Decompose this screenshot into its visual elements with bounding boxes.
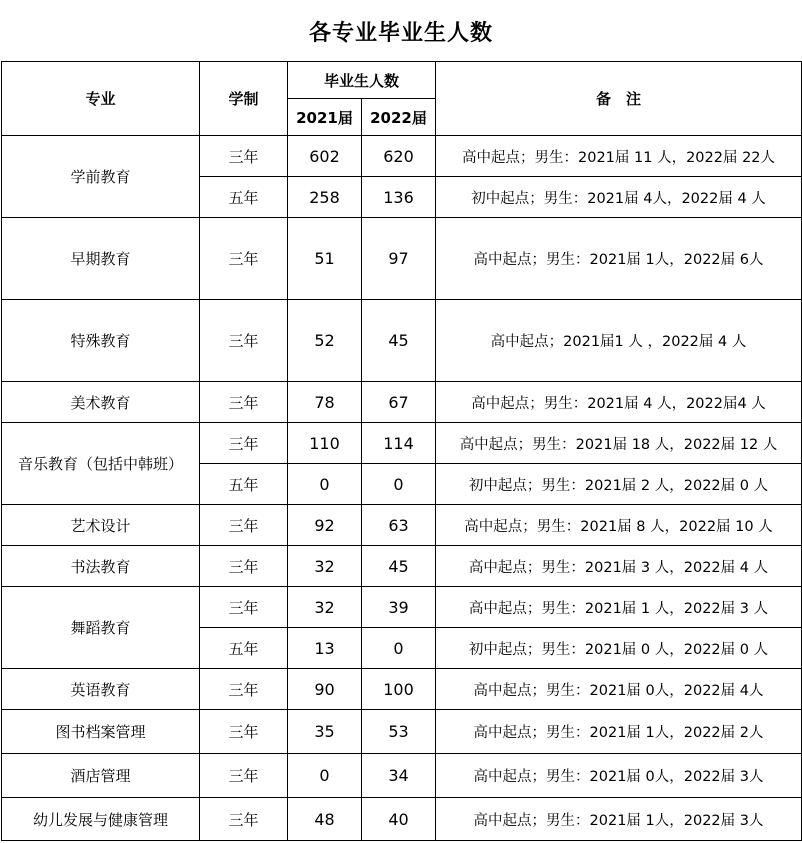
major-cell: 学前教育: [2, 136, 200, 218]
remark-cell: 高中起点；男生：2021届 1人，2022届 6人: [436, 218, 802, 300]
table-row: [2, 382, 802, 423]
grad-2022-cell: 97: [362, 218, 436, 300]
grad-2022-cell: 136: [362, 177, 436, 218]
header-system: 学制: [200, 62, 288, 136]
remark-cell: 高中起点；男生：2021届 18 人，2022届 12 人: [436, 423, 802, 464]
header-graduates: 毕业生人数: [288, 62, 436, 99]
remark-cell: 高中起点；男生：2021届 0人，2022届 4人: [436, 669, 802, 710]
major-cell: 美术教育: [2, 382, 200, 423]
major-cell: 特殊教育: [2, 300, 200, 382]
table-row: [2, 136, 802, 177]
grad-2021-cell: 48: [288, 798, 362, 841]
graduates-table: [1, 61, 802, 841]
system-cell: 三年: [200, 505, 288, 546]
system-cell: 三年: [200, 587, 288, 628]
remark-cell: 高中起点；男生：2021届 1 人，2022届 3 人: [436, 587, 802, 628]
grad-2022-cell: 63: [362, 505, 436, 546]
grad-2021-cell: 13: [288, 628, 362, 669]
grad-2022-cell: 114: [362, 423, 436, 464]
remark-cell: 初中起点；男生：2021届 2 人，2022届 0 人: [436, 464, 802, 505]
grad-2021-cell: 32: [288, 587, 362, 628]
grad-2022-cell: 34: [362, 754, 436, 798]
header-2022: 2022届: [362, 99, 436, 136]
header-remarks: 备 注: [436, 62, 802, 136]
major-cell: 英语教育: [2, 669, 200, 710]
header-2021: 2021届: [288, 99, 362, 136]
grad-2022-cell: 0: [362, 464, 436, 505]
table-row: [2, 669, 802, 710]
system-cell: 三年: [200, 710, 288, 754]
system-cell: 三年: [200, 136, 288, 177]
remark-cell: 初中起点；男生：2021届 4人，2022届 4 人: [436, 177, 802, 218]
system-cell: 三年: [200, 218, 288, 300]
remark-cell: 高中起点；男生：2021届 1人，2022届 2人: [436, 710, 802, 754]
grad-2022-cell: 45: [362, 300, 436, 382]
major-cell: 艺术设计: [2, 505, 200, 546]
grad-2022-cell: 67: [362, 382, 436, 423]
system-cell: 三年: [200, 382, 288, 423]
major-cell: 书法教育: [2, 546, 200, 587]
remark-cell: 高中起点；男生：2021届 8 人，2022届 10 人: [436, 505, 802, 546]
table-title: 各专业毕业生人数: [308, 20, 493, 46]
grad-2022-cell: 0: [362, 628, 436, 669]
grad-2022-cell: 100: [362, 669, 436, 710]
remark-cell: 高中起点；2021届1 人 ，2022届 4 人: [436, 300, 802, 382]
table-row: [2, 300, 802, 382]
grad-2022-cell: 620: [362, 136, 436, 177]
system-cell: 三年: [200, 300, 288, 382]
remark-cell: 高中起点；男生：2021届 0人，2022届 3人: [436, 754, 802, 798]
remark-cell: 初中起点；男生：2021届 0 人，2022届 0 人: [436, 628, 802, 669]
system-cell: 五年: [200, 464, 288, 505]
major-cell: 幼儿发展与健康管理: [2, 798, 200, 841]
table-row: [2, 710, 802, 754]
grad-2022-cell: 39: [362, 587, 436, 628]
system-cell: 三年: [200, 754, 288, 798]
system-cell: 三年: [200, 546, 288, 587]
table-row: [2, 754, 802, 798]
grad-2021-cell: 35: [288, 710, 362, 754]
system-cell: 五年: [200, 177, 288, 218]
grad-2022-cell: 53: [362, 710, 436, 754]
remark-cell: 高中起点；男生：2021届 1人，2022届 3人: [436, 798, 802, 841]
table-row: [2, 798, 802, 841]
grad-2021-cell: 51: [288, 218, 362, 300]
remark-cell: 高中起点；男生：2021届 11 人，2022届 22人: [436, 136, 802, 177]
header-major: 专业: [2, 62, 200, 136]
grad-2021-cell: 52: [288, 300, 362, 382]
grad-2021-cell: 258: [288, 177, 362, 218]
grad-2021-cell: 602: [288, 136, 362, 177]
table-row: [2, 587, 802, 628]
system-cell: 三年: [200, 669, 288, 710]
grad-2021-cell: 90: [288, 669, 362, 710]
grad-2021-cell: 32: [288, 546, 362, 587]
grad-2021-cell: 110: [288, 423, 362, 464]
major-cell: 音乐教育（包括中韩班）: [2, 423, 200, 505]
table-row: [2, 218, 802, 300]
remark-cell: 高中起点；男生：2021届 3 人，2022届 4 人: [436, 546, 802, 587]
major-cell: 舞蹈教育: [2, 587, 200, 669]
system-cell: 五年: [200, 628, 288, 669]
table-row: [2, 546, 802, 587]
remark-cell: 高中起点；男生：2021届 4 人，2022届4 人: [436, 382, 802, 423]
grad-2022-cell: 45: [362, 546, 436, 587]
grad-2021-cell: 92: [288, 505, 362, 546]
grad-2021-cell: 0: [288, 464, 362, 505]
table-row: [2, 423, 802, 464]
grad-2021-cell: 78: [288, 382, 362, 423]
table-row: [2, 505, 802, 546]
major-cell: 图书档案管理: [2, 710, 200, 754]
grad-2021-cell: 0: [288, 754, 362, 798]
system-cell: 三年: [200, 423, 288, 464]
major-cell: 酒店管理: [2, 754, 200, 798]
system-cell: 三年: [200, 798, 288, 841]
grad-2022-cell: 40: [362, 798, 436, 841]
major-cell: 早期教育: [2, 218, 200, 300]
